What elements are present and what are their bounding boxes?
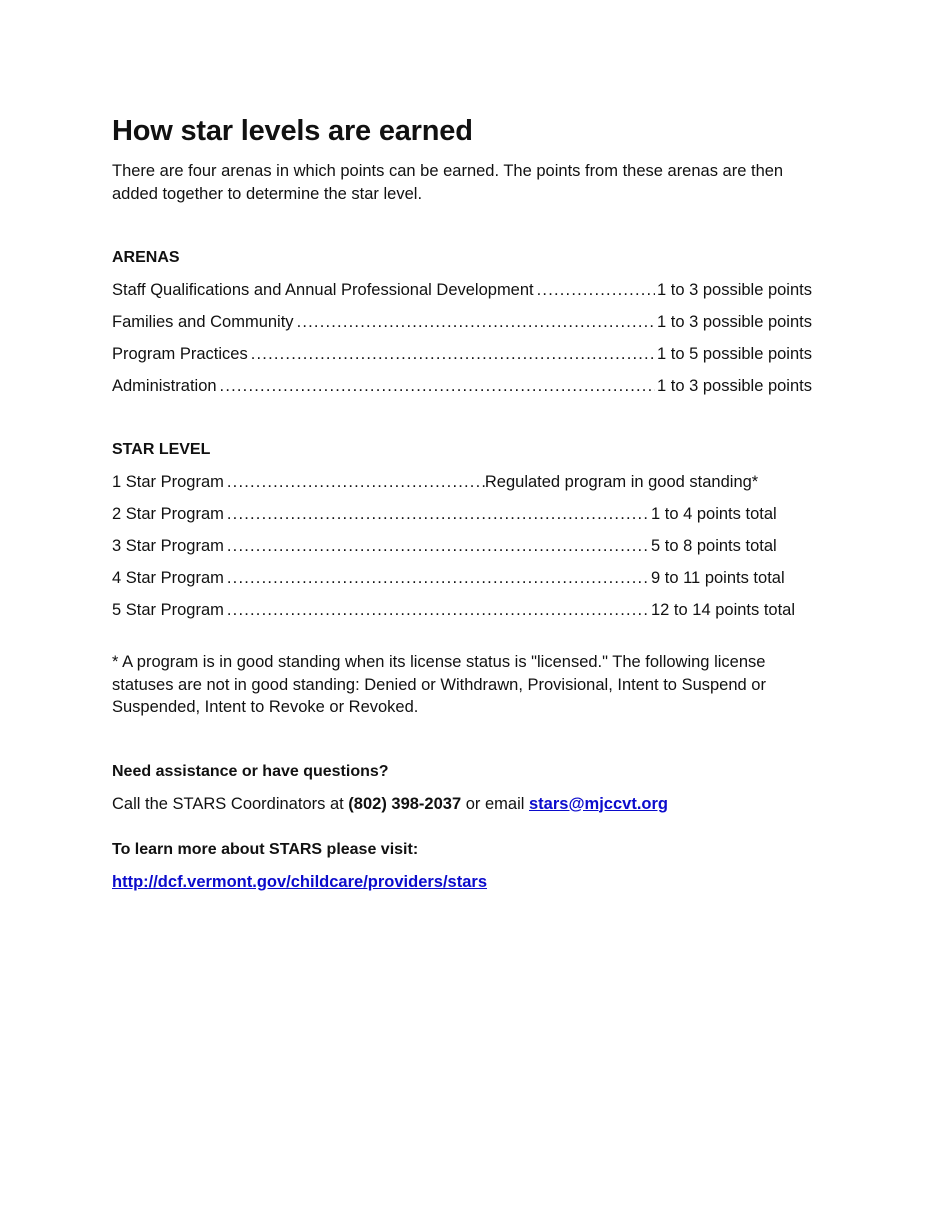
star-level-requirement: Regulated program in good standing* <box>484 473 759 491</box>
dot-leader <box>297 311 655 333</box>
stars-website-link[interactable]: http://dcf.vermont.gov/childcare/providers/stars <box>112 872 488 891</box>
arena-points: 1 to 5 possible points <box>656 345 812 363</box>
star-level-row <box>112 567 812 599</box>
arena-label: Staff Qualifications and Annual Professional Development <box>112 281 534 299</box>
good-standing-footnote: * A program is in good standing when its license status is "licensed." The following license statuses are not in good standing: Denied or Withdrawn, Provisional, Intent to Suspend or Suspended, Intent to Revoke or Revoked. <box>112 653 766 716</box>
star-level-label: 2 Star Program <box>112 505 224 523</box>
phone-number: (802) 398-2037 <box>348 794 462 813</box>
star-level-requirement: 5 to 8 points total <box>651 537 777 555</box>
email-text: or email <box>461 794 529 813</box>
arena-points: 1 to 3 possible points <box>656 281 812 299</box>
star-level-list <box>112 471 812 631</box>
dot-leader <box>227 535 649 557</box>
assistance-heading: Need assistance or have questions? <box>112 762 389 780</box>
arena-label: Program Practices <box>112 345 248 363</box>
star-level-label: 1 Star Program <box>112 473 224 491</box>
learn-more-heading: To learn more about STARS please visit: <box>112 840 419 858</box>
arenas-heading: ARENAS <box>112 249 180 266</box>
arenas-list <box>112 279 812 407</box>
star-level-requirement: 12 to 14 points total <box>651 601 796 619</box>
dot-leader <box>227 471 485 493</box>
star-level-row <box>112 599 812 631</box>
arena-row <box>112 311 812 343</box>
dot-leader <box>537 279 655 301</box>
star-level-label: 3 Star Program <box>112 537 224 555</box>
star-level-requirement: 9 to 11 points total <box>651 569 785 587</box>
dot-leader <box>251 343 655 365</box>
arena-label: Administration <box>112 377 217 395</box>
star-level-row <box>112 503 812 535</box>
arena-label: Families and Community <box>112 313 294 331</box>
dot-leader <box>227 503 649 525</box>
email-link[interactable]: stars@mjccvt.org <box>529 794 668 813</box>
call-text: Call the STARS Coordinators at <box>112 794 349 813</box>
star-level-label: 5 Star Program <box>112 601 224 619</box>
arena-row <box>112 343 812 375</box>
document-page <box>112 112 812 893</box>
assistance-contact-line <box>112 793 812 815</box>
arena-points: 1 to 3 possible points <box>656 313 812 331</box>
star-level-label: 4 Star Program <box>112 569 224 587</box>
star-level-row <box>112 535 812 567</box>
learn-more-line <box>112 871 812 893</box>
intro-paragraph: There are four arenas in which points can be earned. The points from these arenas are then added together to determine the star level. <box>112 162 784 203</box>
dot-leader <box>227 567 649 589</box>
star-level-requirement: 1 to 4 points total <box>651 505 777 523</box>
arena-row <box>112 375 812 407</box>
star-level-row <box>112 471 774 503</box>
page-title: How star levels are earned <box>112 115 473 147</box>
dot-leader <box>220 375 655 397</box>
arena-row <box>112 279 812 311</box>
star-level-heading: STAR LEVEL <box>112 441 211 458</box>
arena-points: 1 to 3 possible points <box>656 377 812 395</box>
dot-leader <box>227 599 649 621</box>
